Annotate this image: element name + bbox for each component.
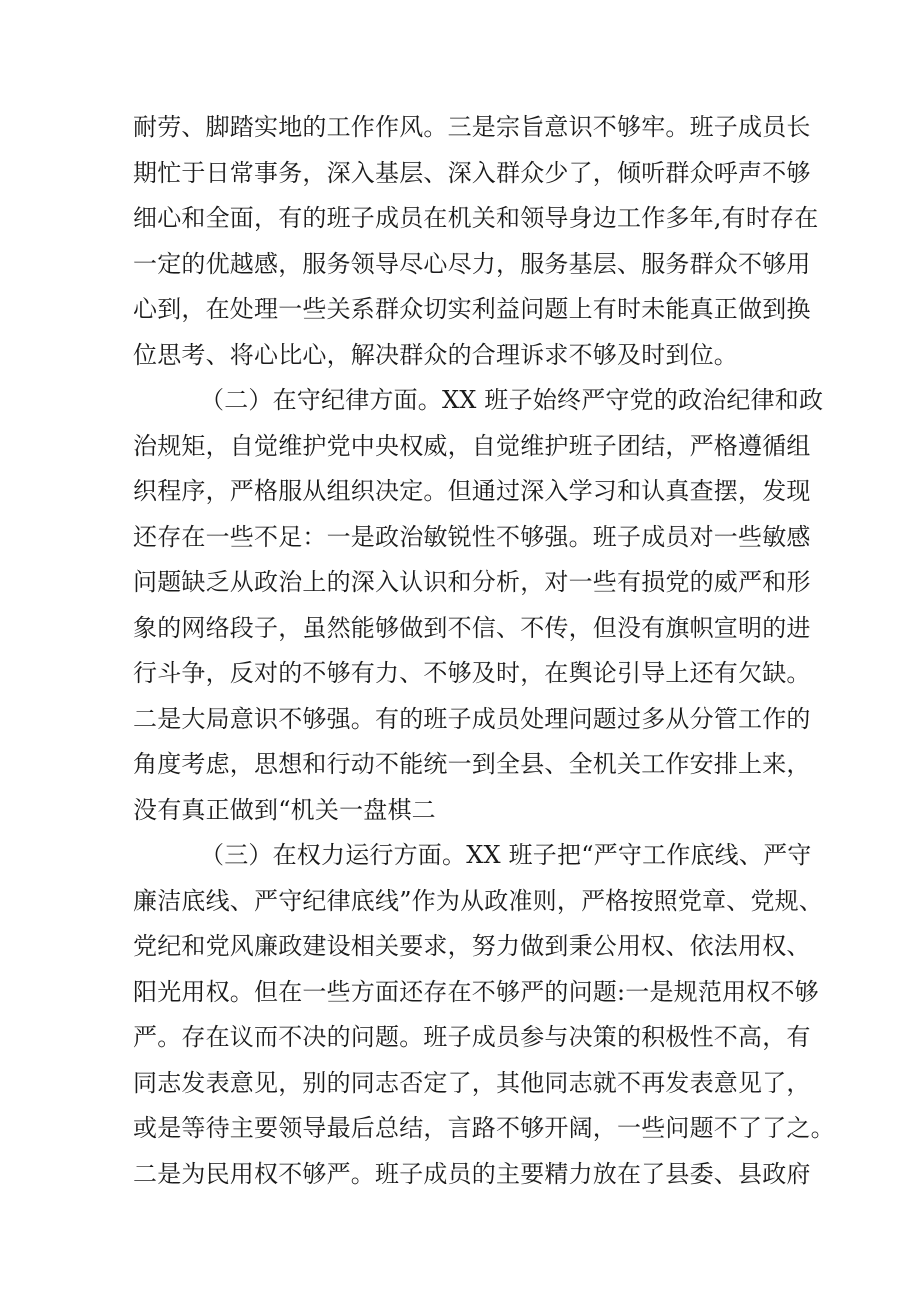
text-line-24: 二是为民用权不够严。班子成员的主要精力放在了县委、县政府 xyxy=(133,1160,811,1188)
text-line-22: 同志发表意见，别的同志否定了，其他同志就不再发表意见了， xyxy=(133,1069,811,1097)
text-line-2: 期忙于日常事务，深入基层、深入群众少了，倾听群众呼声不够 xyxy=(133,159,811,187)
text-line-5: 心到，在处理一些关系群众切实利益问题上有时未能真正做到换 xyxy=(133,295,811,323)
text-line-11: 问题缺乏从政治上的深入认识和分析，对一些有损党的威严和形 xyxy=(133,568,811,596)
text-line-21: 严。存在议而不决的问题。班子成员参与决策的积极性不高，有 xyxy=(133,1023,811,1051)
text-line-9: 织程序，严格服从组织决定。但通过深入学习和认真查摆，发现 xyxy=(133,477,811,505)
text-line-13: 行斗争，反对的不够有力、不够及时，在舆论引导上还有欠缺。 xyxy=(133,659,811,687)
text-line-15: 角度考虑，思想和行动不能统一到全县、全机关工作安排上来， xyxy=(133,750,811,778)
text-line-1: 耐劳、脚踏实地的工作作风。三是宗旨意识不够牢。班子成员长 xyxy=(133,113,811,141)
text-line-18: 廉洁底线、严守纪律底线”作为从政准则，严格按照党章、党规、 xyxy=(133,887,824,915)
text-line-8: 治规矩，自觉维护党中央权威，自觉维护班子团结，严格遵循组 xyxy=(133,432,811,460)
text-line-6: 位思考、将心比心，解决群众的合理诉求不够及时到位。 xyxy=(133,341,738,369)
text-line-4: 一定的优越感，服务领导尽心尽力，服务基层、服务群众不够用 xyxy=(133,250,811,278)
section-3-heading-line: （三）在权力运行方面。XX 班子把“严守工作底线、严守 xyxy=(200,841,812,869)
text-line-23: 或是等待主要领导最后总结，言路不够开阔，一些问题不了了之。 xyxy=(133,1114,835,1142)
section-2-heading-line: （二）在守纪律方面。XX 班子始终严守党的政治纪律和政 xyxy=(200,386,824,414)
text-line-16: 没有真正做到“机关一盘棋二 xyxy=(133,796,436,824)
text-line-12: 象的网络段子，虽然能够做到不信、不传，但没有旗帜宣明的进 xyxy=(133,614,811,642)
text-line-10: 还存在一些不足：一是政治敏锐性不够强。班子成员对一些敏感 xyxy=(133,523,811,551)
text-line-19: 党纪和党风廉政建设相关要求，努力做到秉公用权、依法用权、 xyxy=(133,932,811,960)
text-line-14: 二是大局意识不够强。有的班子成员处理问题过多从分管工作的 xyxy=(133,705,811,733)
text-line-20: 阳光用权。但在一些方面还存在不够严的问题:一是规范用权不够 xyxy=(133,978,819,1006)
text-line-3: 细心和全面，有的班子成员在机关和领导身边工作多年,有时存在 xyxy=(133,204,819,232)
